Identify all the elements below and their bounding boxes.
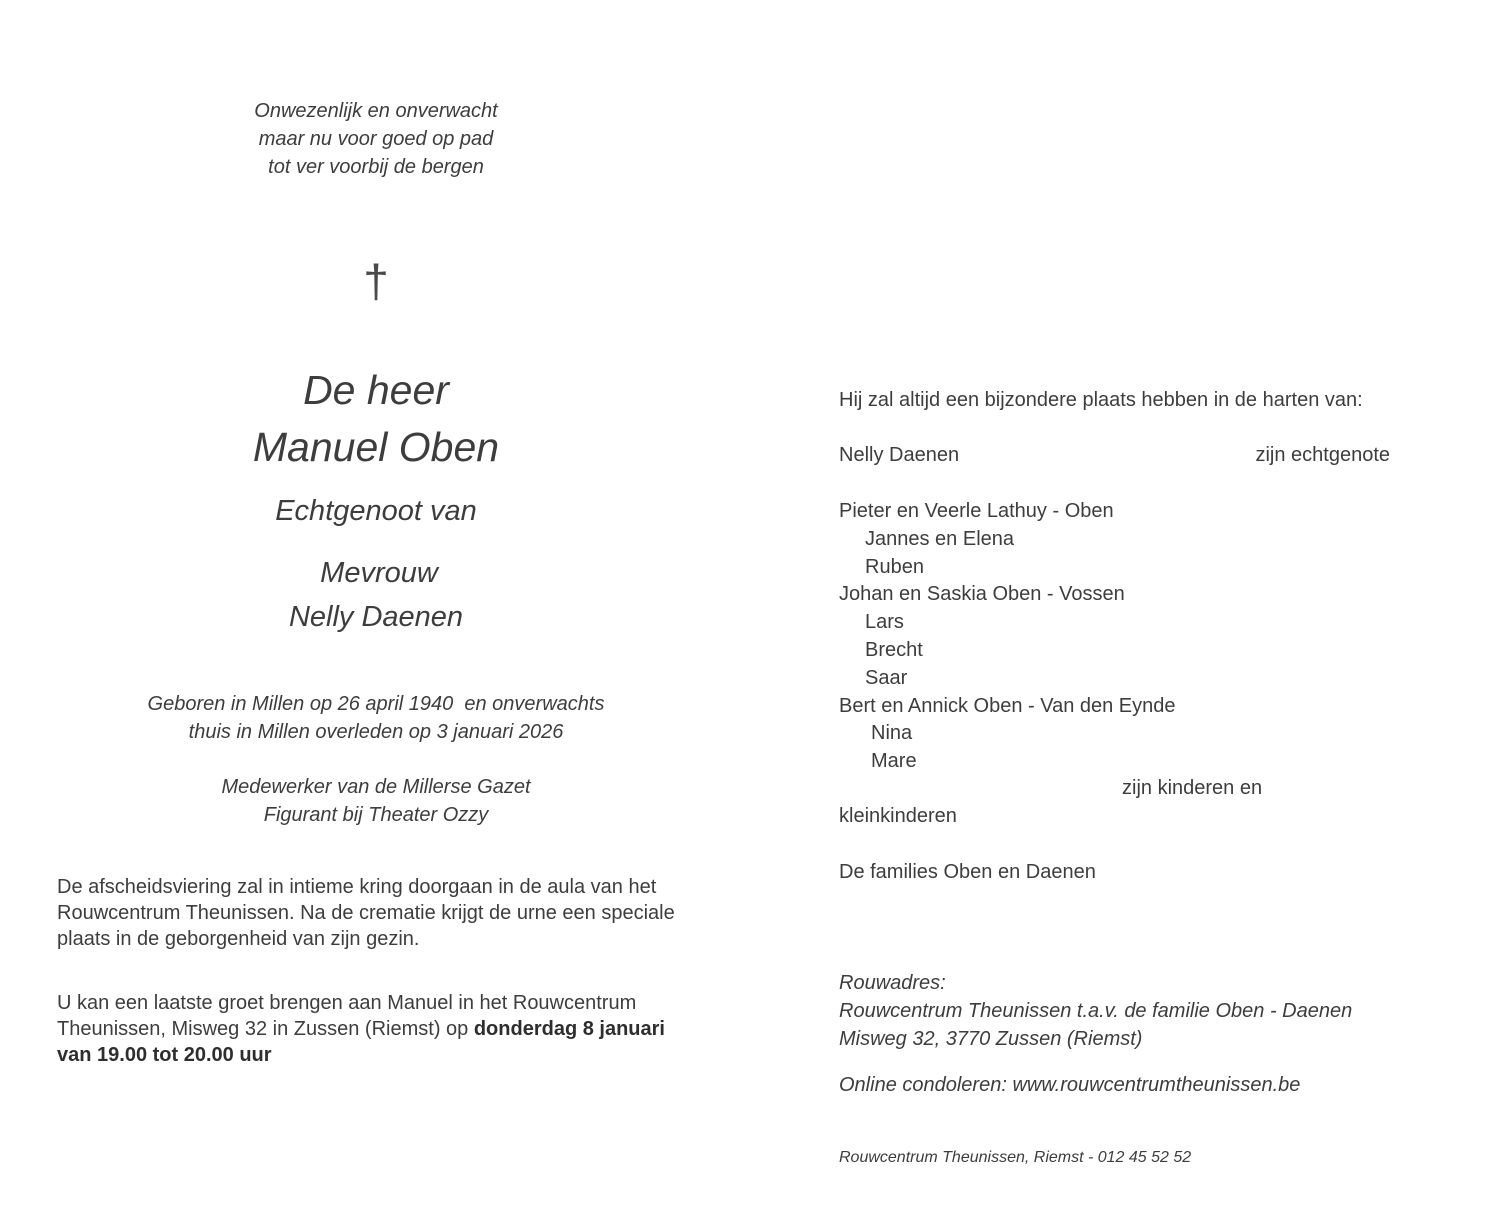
visit-line-3	[57, 1042, 747, 1068]
death-line: thuis in Millen overleden op 3 januari 2026	[188, 721, 564, 743]
list-item: Lars	[865, 611, 904, 634]
ceremony-line-2: Rouwcentrum Theunissen. Na de crematie krijgt de urne een speciale	[57, 902, 675, 924]
poem	[176, 97, 576, 181]
address-label: Rouwadres:	[839, 972, 946, 994]
list-item: Nina	[871, 722, 913, 745]
visit-date: donderdag 8 januari	[473, 1018, 665, 1040]
children-label-line-1: zijn kinderen en	[1122, 777, 1263, 799]
deceased-name: Manuel Oben	[252, 424, 500, 470]
list-item: Saar	[865, 666, 908, 689]
spouse-title: Mevrouw	[320, 557, 438, 589]
extended-families: De families Oben en Daenen	[839, 861, 1096, 883]
deceased-title: De heer	[303, 367, 449, 413]
visit-line-1: U kan een laatste groet brengen aan Manuel in het Rouwcentrum	[57, 992, 637, 1014]
spouse-row-name: Nelly Daenen	[839, 444, 960, 466]
poem-line-2: maar nu voor goed op pad	[258, 128, 494, 150]
online-condolence: Online condoleren: www.rouwcentrumtheunissen.be	[839, 1074, 1301, 1096]
birth-death-text	[76, 690, 676, 746]
children-label	[839, 774, 1390, 830]
role-line-2: Figurant bij Theater Ozzy	[263, 804, 489, 826]
list-item: Jannes en Elena	[865, 527, 1015, 550]
footer-text: Rouwcentrum Theunissen, Riemst - 012 45 52 52	[839, 1149, 1192, 1166]
visit-time: van 19.00 tot 20.00 uur	[57, 1044, 272, 1066]
spouse-row	[839, 441, 1390, 469]
children-label-line-2: kleinkinderen	[839, 805, 957, 827]
visit-location: Theunissen, Misweg 32 in Zussen (Riemst) op	[57, 1018, 474, 1040]
list-item: Pieter en Veerle Lathuy - Oben	[839, 500, 1114, 522]
ceremony-line-3: plaats in de geborgenheid van zijn gezin.	[57, 928, 420, 950]
address-line-1: Rouwcentrum Theunissen t.a.v. de familie Oben - Daenen	[839, 1000, 1353, 1022]
roles-text	[76, 773, 676, 829]
list-item: Mare	[871, 750, 917, 773]
family-intro: Hij zal altijd een bijzondere plaats hebben in de harten van:	[839, 389, 1363, 411]
visit-paragraph	[57, 990, 747, 1068]
birth-line: Geboren in Millen op 26 april 1940 en onverwachts	[147, 693, 605, 715]
address-line-2: Misweg 32, 3770 Zussen (Riemst)	[839, 1028, 1143, 1050]
list-item: Bert en Annick Oben - Van den Eynde	[839, 694, 1176, 717]
deceased-heading	[176, 362, 576, 476]
spouse-row-role: zijn echtgenote	[1255, 444, 1390, 466]
role-line-1: Medewerker van de Millerse Gazet	[221, 776, 531, 798]
list-item: Ruben	[865, 555, 924, 578]
poem-line-3: tot ver voorbij de bergen	[268, 156, 484, 178]
list-item: Brecht	[865, 638, 923, 661]
spouse-name: Nelly Daenen	[288, 601, 464, 633]
relation-label: Echtgenoot van	[275, 495, 477, 527]
cross-icon: †	[363, 255, 389, 307]
family-list	[839, 497, 1390, 775]
mourning-address	[839, 969, 1459, 1053]
visit-line-2	[57, 1016, 747, 1042]
ceremony-line-1: De afscheidsviering zal in intieme kring doorgaan in de aula van het	[57, 876, 657, 898]
list-item: Johan en Saskia Oben - Vossen	[839, 583, 1125, 606]
poem-line-1: Onwezenlijk en onverwacht	[254, 100, 498, 122]
ceremony-paragraph	[57, 874, 747, 952]
